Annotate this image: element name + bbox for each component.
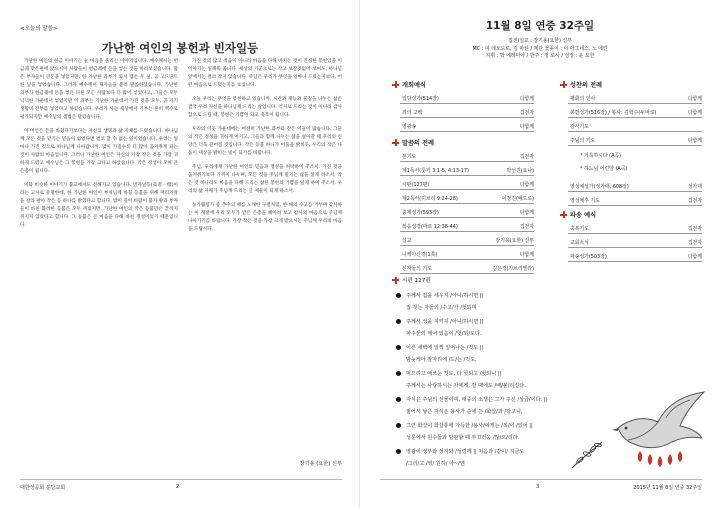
order-row: 영광송 다함께 (400, 118, 534, 132)
sermon-title: 가난한 여인의 봉헌과 빈자일등 (101, 41, 259, 55)
order-row: 주님의 기도 다함께 (568, 132, 702, 146)
order-row: 복음성경(마르 12:38-44) 집전자 (400, 218, 534, 232)
order-row: 시편(127편) 다함께 (400, 176, 534, 190)
cross-icon (560, 81, 567, 88)
psalm-verse-lead: 먹으려고 애쓰는 것도, 다 헛되고 /헛되니 || (396, 370, 501, 377)
psalm-verse-lead: 자식은 주님의 선물이며, 태중의 소생은 그가 주신 /상급/이다. || (396, 396, 547, 403)
cross-icon (392, 81, 399, 88)
sermon-paragraph: 우리의 이웃 가운데에는 여전히 가난한 과부와 같은 이들이 많습니다. 그들의 작은 정성을 귀하게 여기고, 그들과 함께 나누는 삶을 살아갈 때 우리의 신앙은 더욱 깊어질 것입니다. 작은 등불 하나가 어둠을 밝히듯, 우리의 작은 나눔이 세상을 밝히는 빛이 되기를 바랍니다. (188, 127, 342, 156)
order-row: 파송성가(503장) 다함께 (568, 248, 702, 262)
service-info (360, 38, 720, 61)
psalm-verse-lead: 그런 화살이 화살통에 가득한 /용사/에게는 /복/이 /있어 || (396, 422, 533, 429)
order-row: 신자들의 기도 김은경(가브리엘라) (400, 260, 534, 274)
order-row: 제1독서(룻기 3:1-5, 4:13-17) 박선진(요나) (400, 162, 534, 176)
psalm-verse-cont: 파수꾼의 깨어 있음이 /헛/되/도다. (406, 331, 482, 337)
psalm-verse-lead: 영광이 성부와 성자와 /성령께 || 처음과 /같이/ 지금도 (396, 448, 524, 455)
bullet-icon (396, 371, 401, 376)
psalm-verse-cont: /그리/고 /영/ 원히/ 아~/멘 (406, 461, 465, 467)
psalm-verse-cont: 젊어서 낳은 자식은 용사가 손에 든 /화살/과 /같고니, (406, 409, 523, 415)
bullet-icon (396, 319, 401, 324)
footer-divider (20, 479, 342, 480)
psalm-heading: 시편 127편 (392, 276, 431, 284)
psalm-verse-cont: 성문에서 원수들과 담판할 때 부끄러움 /않/으/리라. (406, 435, 520, 441)
footer-church-name: 대한성공회 분당교회 (20, 485, 66, 491)
bullet-icon (396, 293, 401, 298)
cross-icon (560, 211, 567, 218)
order-row: 본기도 집전자 (400, 148, 534, 162)
footer-divider (380, 479, 702, 480)
service-mc: MC : 여 데오도로, 김 마틴 / 제단 꽃꽂이 : 이 아그네스, 노 애린 (472, 45, 608, 52)
cross-icon (392, 139, 399, 146)
cross-icon (392, 277, 399, 284)
order-row: 입당성가(514장) 다함께 (400, 90, 534, 104)
order-row: 축복기도 집전자 (568, 220, 702, 234)
sermon-column-2 (188, 58, 342, 240)
sermon-paragraph: 농가월령가 중 추수의 때를 노래한 구절처럼, 한 해의 수고를 거두며 감사하는 이 계절에 우리 모두가 받은 은총을 헤아려 보고 감사의 마음으로 주님께 나아가기를 바랍니다. 가장 작은 것을 가장 크게 받으시는 주님께 우리의 마음을 드립시다. (188, 203, 342, 232)
gathering-heading: 개회예식 (392, 80, 426, 89)
order-row: 평화의 인사 다함께 (568, 90, 702, 104)
bullet-icon (396, 397, 401, 402)
order-row: 설교 장기용(요한) 신부 (400, 232, 534, 246)
sermon-paragraph: 주님, 우리에게 가난한 여인의 믿음과 정성을 허락하여 주소서. 가진 것을 움켜쥐기보다 기꺼이 나누며, 모든 것을 주님께 맡기는 삶을 살게 하소서. 작은 것 하나라도 마음을 다해 드리는 참된 봉헌의 기쁨을 알게 하여 주소서. 우리의 삶 자체가 주님께 드리는 산 제물이 되게 하소서. (188, 165, 342, 194)
psalm-verse-cont: 주께서는 사랑하시는 자에게, 잘 때에도 /배/불/리신다. (406, 383, 526, 389)
sermon-column-1 (20, 58, 178, 236)
bullet-icon (396, 423, 401, 428)
sacrament-heading: 성찬의 전례 (560, 80, 602, 89)
psalm-verse-cont: 집 짓는 자들의 /수고/가 /헛되며 (406, 305, 477, 311)
page-number: 3 (536, 484, 540, 490)
olive-branch-icon (570, 440, 604, 470)
order-row: 봉헌성가(516장) / 봉사: 김학수(두바로) 다함께 (568, 104, 702, 118)
order-row: 제2독서(히브리 9:24-28) 이정진(베드로) (400, 190, 534, 204)
dove-icon (610, 388, 710, 468)
order-row: 층계성가(593장) 다함께 (400, 204, 534, 218)
dismissal-heading: 파송 예식 (560, 210, 596, 219)
service-title: 11월 8일 연중 32주일 (485, 20, 595, 32)
word-heading: 말씀의 전례 (392, 138, 434, 147)
sermon-paragraph: 이 여인은 돈을 바쳤다기보다는 자신의 생명과 삶 자체를 드렸습니다. 하나님께 모든 것을 맡기는 믿음이 없었다면 결코 할 수 없는 일이었습니다. 우리는 얼마나 가진 것으로 하나님께 나아갑니까. 많이 가질수록 더 많이 움켜쥐게 되는 것이 사람의 마음입니다. 그러나 가난한 여인은 자신의 가장 작은 것을 가장 귀하게 드렸고 예수님은 그 봉헌을 가장 크다고 하셨습니다. 작은 정성이 모여 큰 은총이 됩니다. (20, 129, 178, 174)
bullet-icon (396, 345, 401, 350)
order-row: 영성체후 기도 집전자 (568, 192, 702, 206)
sermon-paragraph: 가진 것의 많고 적음이 아니라 마음을 다해 바치는 것이 진정한 봉헌임을 이 이야기는 일깨워 줍니다. 세상의 기준으로는 작고 보잘것없어 보여도, 하나님 앞에서는 결코 작지 않습니다. 주님은 우리가 무엇을 얼마나 드렸는지보다, 어떤 마음으로 드렸는지를 보십니다. (188, 59, 342, 88)
bullet-icon (396, 449, 401, 454)
order-row: 감사기도 (568, 118, 702, 132)
sermon-paragraph: 이와 비슷한 이야기가 불교에서도 전해지고 있습니다. 빈자일등(貧者一燈)이라는 고사로 유명한데, 한 가난한 여인이 부처님께 바칠 등불을 위해 머리카락을 잘라 팔아 작은 등 하나를 밝혔다고 합니다. 밤이 깊어 바람이 불자 왕과 부자들이 바친 화려한 등불은 모두 꺼졌지만, 가난한 여인의 작은 등불만은 끝까지 꺼지지 않았다고 합니다. 그 등불은 온 마음을 다해 바친 정성이었기 때문입니다. (20, 183, 179, 228)
page-number: 2 (176, 484, 180, 490)
sermon-signature: 장기용 (요한) 신부 (299, 461, 342, 467)
sermon-paragraph: 가난한 여인의 헌금 이야기는 늘 마음을 울리는 이야기입니다. 예수께서는 헌금궤 맞은편에 앉으시어 사람들이 헌금궤에 돈을 넣는 것을 바라보셨습니다. 많은 부자들이 큰돈을 넣었지만, 한 가난한 과부가 와서 렙돈 두 닢, 곧 고드란트 한 닢을 넣었습니다. 그러자 예수께서 제자들을 불러 말씀하셨습니다. 가난한 과부가 헌금궤에 돈을 넣은 다른 모든 사람보다 더 많이 넣었다고, 그들은 모두 넉넉한 가운데서 넣었지만 이 과부는 가난한 가운데서 가진 것을 모두, 곧 자기 생활비 전부를 넣었다고 하셨습니다. 우리가 사는 세상에서 기부는 흔히 액수로 평가되지만 예수님의 셈법은 달랐습니다. (20, 59, 178, 120)
order-row: 죄의 고백 집전자 (400, 104, 534, 118)
psalm-verse-cont: 밤늦게야 잠자리에 /드/는 /것도, (406, 357, 477, 363)
psalm-verse-lead: 주께서 집을 세우지 /아니/하시면 || (396, 292, 483, 299)
psalm-verse-lead: 주께서 성을 지키지 /아니/하시면 || (396, 318, 483, 325)
sacrament-note: * 거룩하시다 (A곡) (580, 153, 622, 159)
order-row: 교회소식 집전자 (568, 234, 702, 248)
order-row: 영성체성가(성가대, 608장) 성가대 (568, 178, 702, 192)
section-tag: <오늘의 말씀> (20, 26, 58, 32)
service-music: 지휘 : 박 에레미야 / 반주 : 정 로사 / 성정 : 윤 요한 (485, 53, 595, 59)
psalm-verse-lead: 이른 새벽에 일찍 일어나는 /것도 || (396, 344, 483, 351)
service-officiant: 집전/설교 : 장기용(요한) 신부 (508, 38, 572, 44)
footer-date: 2015년 11월 8일 연중 32주일 (633, 485, 702, 491)
sacrament-note: * 하느님 어린양 (A곡) (580, 166, 628, 172)
sermon-paragraph: 오늘 우리는 무엇을 봉헌하고 있습니까. 시간과 재능과 물질을 나누는 삶은 결국 우리 자신을 하나님께 드리는 삶입니다. 억지로 드리는 것이 아니라 감사함으로 드릴 때, 봉헌은 기쁨이 되고 축복이 됩니다. (188, 97, 342, 118)
order-row: 니케아신경(1쪽) 다함께 (400, 246, 534, 260)
